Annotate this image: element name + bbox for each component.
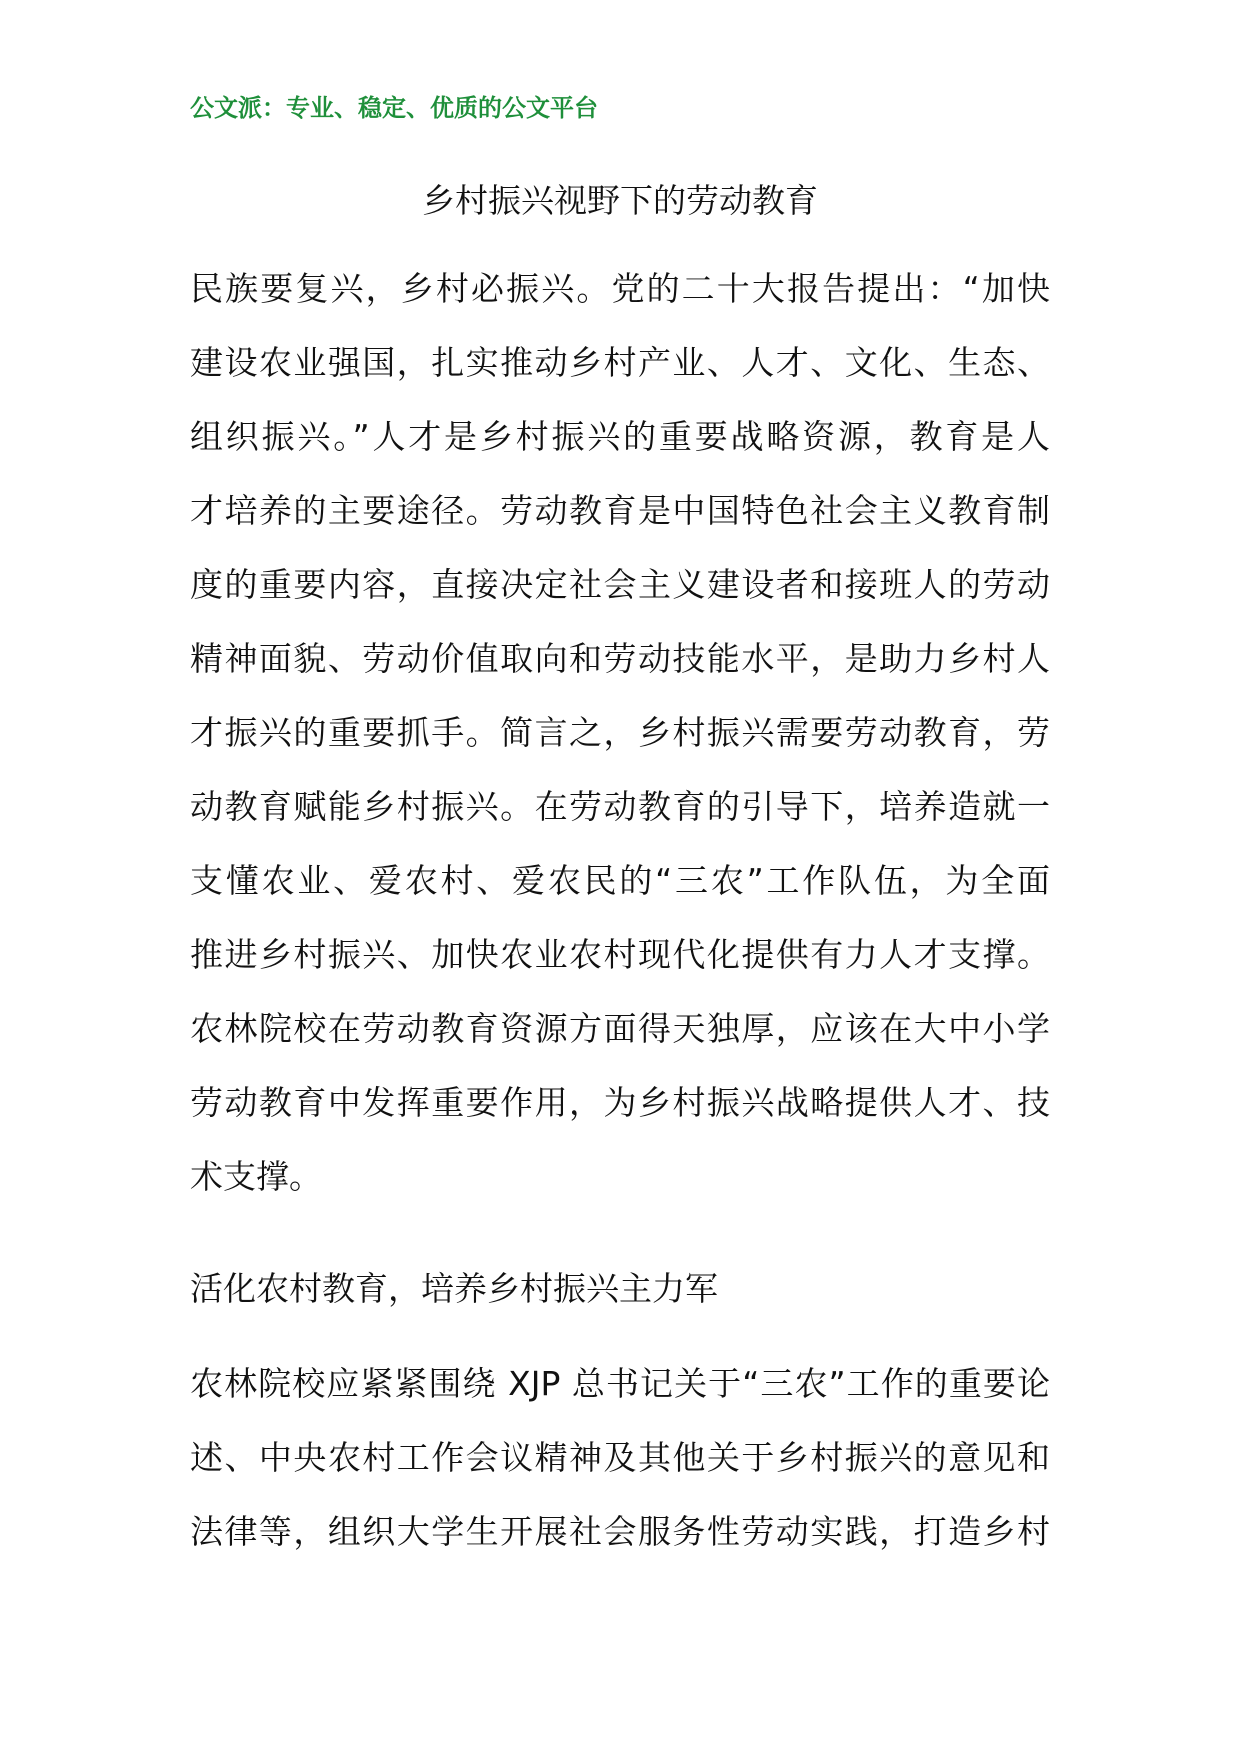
section-heading: 活化农村教育，培养乡村振兴主力军: [190, 1269, 718, 1308]
paragraph-line: 建设农业强国，扎实推动乡村产业、人才、文化、生态、: [190, 343, 1050, 382]
body-paragraph: [190, 1347, 1050, 1569]
paragraph-line: 农林院校应紧紧围绕 XJP 总书记关于“三农”工作的重要论: [190, 1364, 1050, 1403]
paragraph-line: 法律等，组织大学生开展社会服务性劳动实践，打造乡村: [190, 1512, 1050, 1551]
paragraph-line: 农林院校在劳动教育资源方面得天独厚，应该在大中小学: [190, 1009, 1050, 1048]
paragraph-line: 劳动教育中发挥重要作用，为乡村振兴战略提供人才、技: [190, 1083, 1050, 1122]
paragraph-line: 精神面貌、劳动价值取向和劳动技能水平，是助力乡村人: [190, 639, 1050, 678]
header-tagline: 公文派：专业、稳定、优质的公文平台: [190, 93, 598, 122]
paragraph-line: 推进乡村振兴、加快农业农村现代化提供有力人才支撑。: [190, 935, 1050, 974]
paragraph-line: 度的重要内容，直接决定社会主义建设者和接班人的劳动: [190, 565, 1050, 604]
paragraph-line: 动教育赋能乡村振兴。在劳动教育的引导下，培养造就一: [190, 787, 1050, 826]
paragraph-line: 才振兴的重要抓手。简言之，乡村振兴需要劳动教育，劳: [190, 713, 1050, 752]
paragraph-line: 支懂农业、爱农村、爱农民的“三农”工作队伍，为全面: [190, 861, 1050, 900]
paragraph-line: 述、中央农村工作会议精神及其他关于乡村振兴的意见和: [190, 1438, 1050, 1477]
paragraph-line: 术支撑。: [190, 1157, 322, 1196]
paragraph-line: 民族要复兴，乡村必振兴。党的二十大报告提出：“加快: [190, 269, 1050, 308]
intro-paragraph: [190, 252, 1050, 1214]
paragraph-line: 组织振兴。”人才是乡村振兴的重要战略资源，教育是人: [190, 417, 1050, 456]
paragraph-line: 才培养的主要途径。劳动教育是中国特色社会主义教育制: [190, 491, 1050, 530]
document-title: 乡村振兴视野下的劳动教育: [422, 181, 818, 220]
